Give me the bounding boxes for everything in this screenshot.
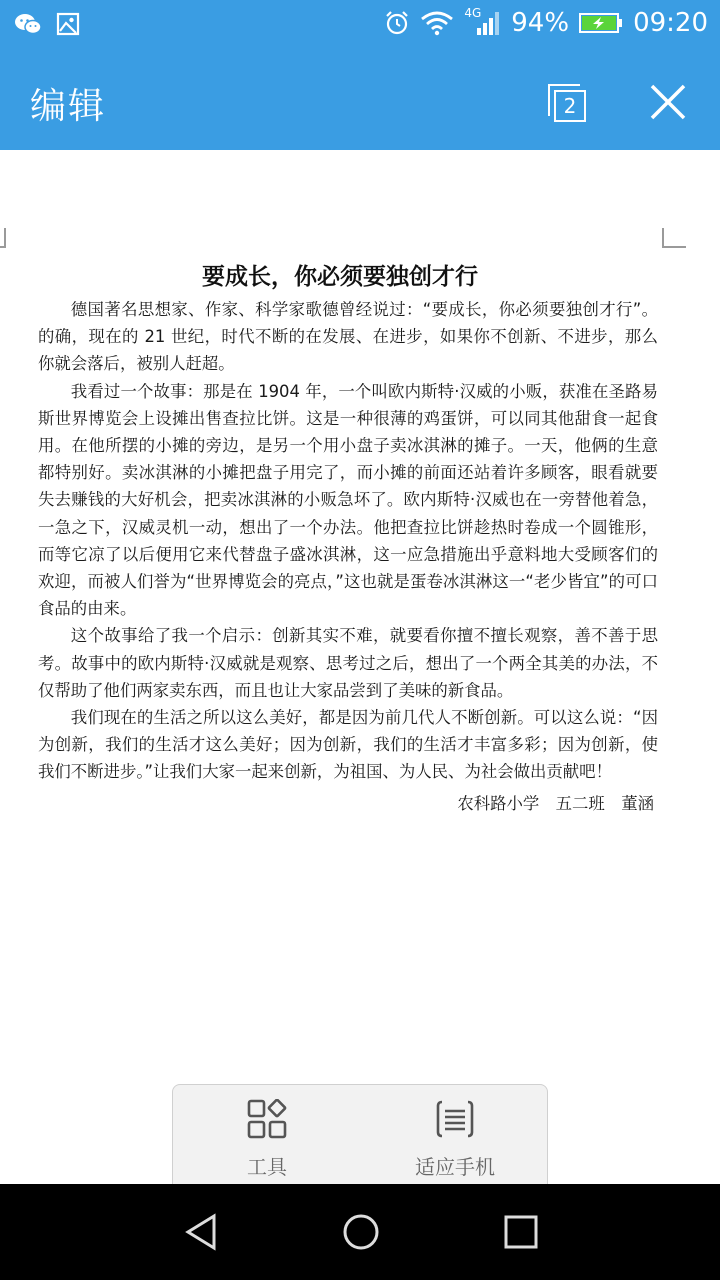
document-signature: 农科路小学 五二班 董涵: [457, 794, 654, 813]
paragraph: 德国著名思想家、作家、科学家歌德曾经说过：“要成长，你必须要独创才行”。的确，现在的 21 世纪，时代不断的在发展、在进步，如果你不创新、不进步，那么你就会落后，被别人赶超。: [38, 300, 658, 374]
wechat-icon: [14, 12, 42, 36]
back-button[interactable]: [172, 1208, 232, 1256]
notification-icons: [14, 12, 80, 36]
page-title: 编辑: [30, 86, 107, 127]
battery-charging-icon: [579, 12, 623, 34]
tools-label: 工具: [247, 1155, 287, 1179]
document-title: 要成长，你必须要独创才行: [202, 264, 478, 290]
fit-phone-label: 适应手机: [415, 1155, 495, 1179]
signal-icon: [464, 6, 501, 36]
network-type: 4G: [464, 6, 482, 20]
crop-mark-right: [662, 228, 686, 248]
crop-mark-right-h: [662, 246, 686, 248]
close-icon: [648, 82, 688, 122]
tools-button[interactable]: [173, 1085, 361, 1185]
bottom-toolbar: [172, 1084, 548, 1184]
system-status: [384, 8, 708, 38]
battery-percent: 94%: [511, 8, 570, 38]
app-bar: [0, 52, 720, 150]
back-icon: [182, 1212, 222, 1252]
navigation-bar: [0, 1184, 720, 1280]
image-notification-icon: [56, 12, 80, 36]
paragraph: 这个故事给了我一个启示：创新其实不难，就要看你擅不擅长观察，善不善于思考。故事中的欧内斯特·汉威就是观察、思考过之后，想出了一个两全其美的办法，不仅帮助了他们两家卖东西，而且也让大家品尝到了美味的新食品。: [38, 626, 658, 700]
paragraph: 我们现在的生活之所以这么美好，都是因为前几代人不断创新。可以这么说：“因为创新，我们的生活才这么美好；因为创新，我们的生活才丰富多彩；因为创新，使我们不断进步。”让我们大家一起来创新，为祖国、为人民、为社会做出贡献吧！: [38, 708, 658, 782]
recents-icon: [501, 1212, 541, 1252]
tools-grid-icon: [247, 1099, 287, 1143]
document-view[interactable]: [0, 150, 720, 1184]
pages-count: 2: [554, 90, 586, 122]
crop-mark-left: [4, 228, 28, 248]
fit-phone-button[interactable]: [361, 1085, 549, 1185]
recents-button[interactable]: [491, 1208, 551, 1256]
home-icon: [341, 1212, 381, 1252]
wifi-icon: [420, 10, 454, 36]
home-button[interactable]: [331, 1208, 391, 1256]
alarm-icon: [384, 10, 410, 36]
clock: 09:20: [633, 8, 708, 38]
document-body: [38, 296, 658, 786]
paragraph: 我看过一个故事：那是在 1904 年，一个叫欧内斯特·汉威的小贩，获准在圣路易斯世界博览会上设摊出售查拉比饼。这是一种很薄的鸡蛋饼，可以同其他甜食一起食用。在他所摆的小摊的旁边，是另一个用小盘子卖冰淇淋的摊子。一天，他俩的生意都特别好。卖冰淇淋的小摊把盘子用完了，而小摊的前面还站着许多顾客，眼看就要失去赚钱的大好机会，把卖冰淇淋的小贩急坏了。欧内斯特·汉威也在一旁替他着急，一急之下，汉威灵机一动，想出了一个办法。他把查拉比饼趁热时卷成一个圆锥形，而等它凉了以后便用它来代替盘子盛冰淇淋，这一应急措施出乎意料地大受顾客们的欢迎，而被人们誉为“世界博览会的亮点，”这也就是蛋卷冰淇淋这一“老少皆宜”的可口食品的由来。: [38, 381, 658, 619]
crop-mark-left-h: [0, 246, 4, 248]
status-bar: [0, 0, 720, 52]
pages-button[interactable]: [544, 80, 592, 128]
fit-phone-icon: [435, 1099, 475, 1143]
close-button[interactable]: [648, 82, 688, 122]
